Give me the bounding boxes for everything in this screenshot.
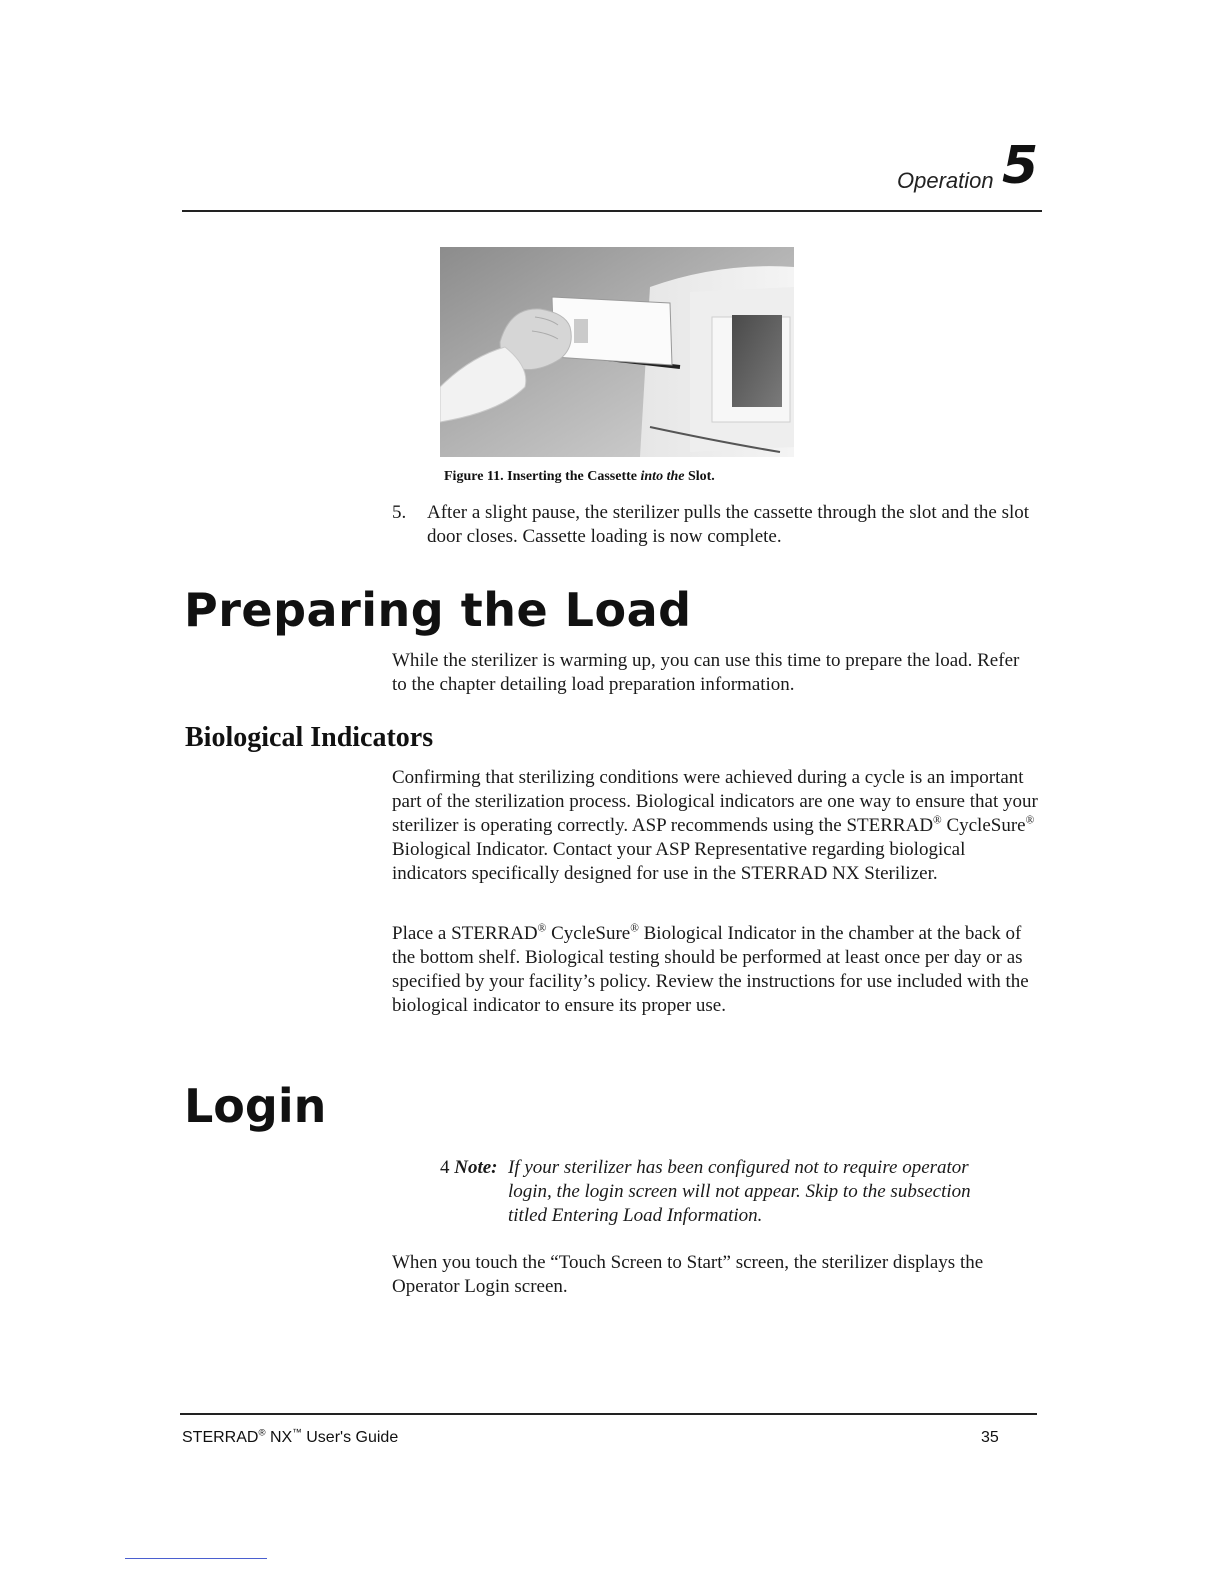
footer-divider [180,1413,1037,1415]
preparing-paragraph: While the sterilizer is warming up, you can use this time to prepare the load. Refer to the chapter detailing load preparation information. [392,650,1020,695]
registered-mark: ® [1025,814,1035,827]
footer-registered-mark: ® [258,1427,266,1439]
note-label-group [440,1156,498,1180]
header-section-label: Operation [897,168,994,193]
footer-title-a: STERRAD [182,1429,259,1446]
registered-mark: ® [630,922,639,935]
figure-photo [440,247,794,457]
photo-hand-inserting-cassette-icon [440,247,794,457]
bio-p1-part-b: CycleSure [941,815,1026,836]
header-chapter-number: 5 [1002,136,1039,196]
header-divider [182,210,1042,212]
step-text: After a slight pause, the sterilizer pulls the cassette through the slot and the slot door closes. Cassette loading is now complete. [427,502,1030,547]
registered-mark: ® [537,922,547,935]
figure-caption-suffix: Slot. [684,469,715,484]
bio-p1-part-a: Confirming that sterilizing conditions were achieved during a cycle is an important part of the sterilization process. Biological indicators are one way to ensure that your sterilizer is operating correctly. ASP recommends using the STERRAD [392,767,1038,836]
step-number: 5. [392,502,407,523]
bio-p2-part-a: Place a STERRAD [392,923,538,944]
bio-paragraph-2 [392,922,1042,1018]
page-number: 35 [981,1429,999,1446]
note-label: Note: [454,1157,498,1178]
bio-p1-part-c: Biological Indicator. Contact your ASP Representative regarding biological indicators specifically designed for use in the STERRAD NX Sterilizer. [392,839,966,884]
registered-mark: ® [933,814,942,827]
footer-title-b: NX [265,1429,293,1446]
footer-trademark: ™ [292,1427,302,1439]
figure-caption [444,469,715,485]
heading-login: Login [184,1079,327,1133]
footer-title [182,1429,398,1447]
note-number: 4 [440,1157,450,1178]
figure-caption-italic: into the [640,469,685,484]
note-text: If your sterilizer has been configured not to require operator login, the login screen will not appear. Skip to the subsection titled Entering Load Information. [508,1157,971,1226]
bio-p2-part-c: Biological Indicator in the chamber at the back of the bottom shelf. Biological testing should be performed at least once per day or as specified by your facility’s policy. Review the instructions for use included with the biological indicator to ensure its proper use. [392,923,1029,1016]
bio-paragraph-1 [392,766,1042,886]
heading-biological-indicators: Biological Indicators [185,722,434,753]
figure-caption-prefix: Figure 11. Inserting the Cassette [444,469,641,484]
bio-p2-part-b: CycleSure [546,923,631,944]
login-paragraph: When you touch the “Touch Screen to Start” screen, the sterilizer displays the Operator Login screen. [392,1252,984,1297]
footer-title-c: User's Guide [301,1429,399,1446]
link-underline [125,1558,267,1559]
heading-preparing-the-load: Preparing the Load [184,583,692,637]
